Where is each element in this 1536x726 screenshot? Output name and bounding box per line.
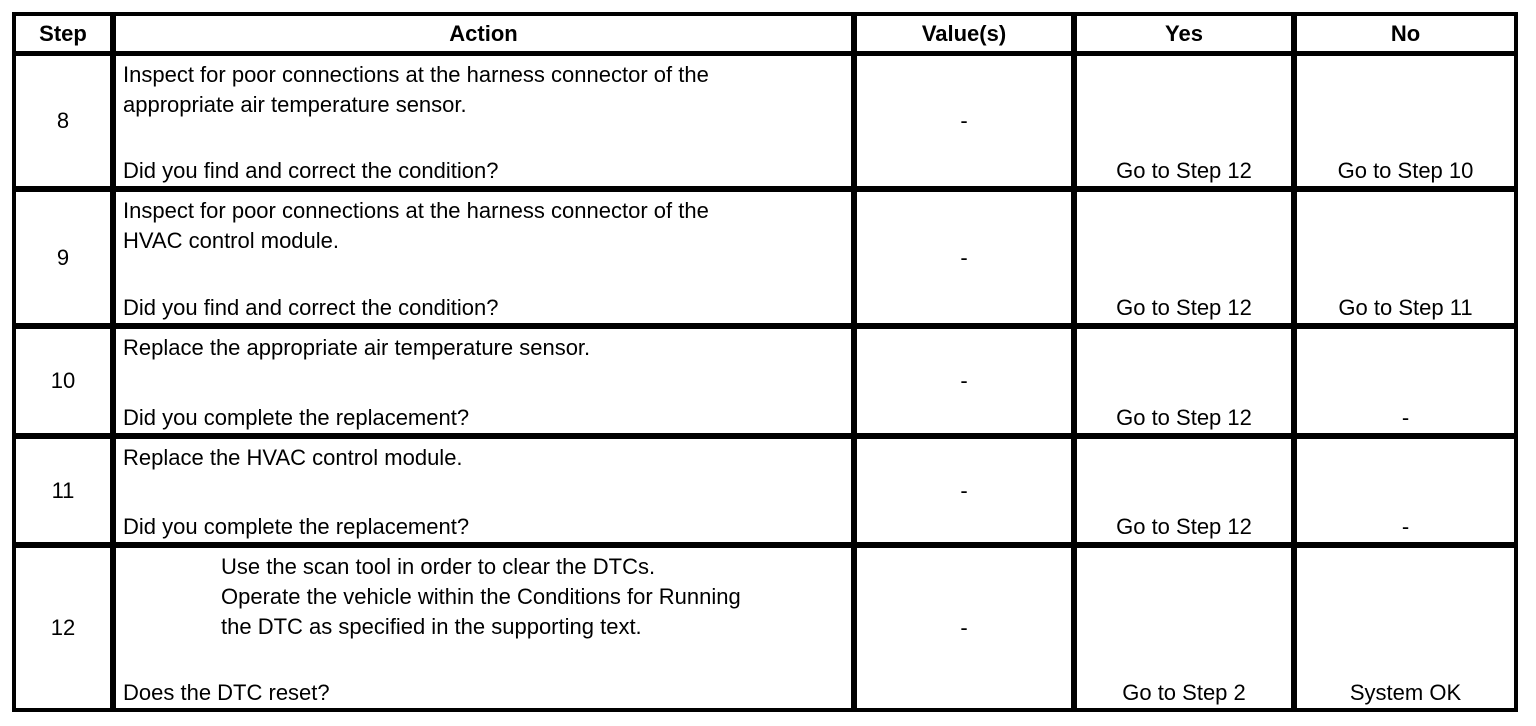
yes-cell [1077, 439, 1291, 542]
no-text: - [1401, 514, 1410, 539]
action-cell [116, 192, 851, 323]
step-number: 12 [16, 548, 110, 708]
no-cell [1297, 548, 1514, 708]
no-cell [1297, 439, 1514, 542]
action-line: HVAC control module. [123, 228, 340, 253]
step-number: 10 [16, 329, 110, 433]
action-cell [116, 329, 851, 433]
action-line: Use the scan tool in order to clear the DTCs. [221, 554, 656, 579]
yes-text: Go to Step 12 [1116, 514, 1252, 539]
value-cell: - [857, 56, 1071, 186]
yes-text: Go to Step 12 [1116, 295, 1252, 320]
step-number: 9 [16, 192, 110, 323]
no-cell [1297, 329, 1514, 433]
action-line: Replace the appropriate air temperature sensor. [123, 335, 591, 360]
yes-cell [1077, 192, 1291, 323]
action-line: appropriate air temperature sensor. [123, 92, 467, 117]
action-line: Replace the HVAC control module. [123, 445, 463, 470]
step-number: 8 [16, 56, 110, 186]
yes-cell [1077, 329, 1291, 433]
yes-text: Go to Step 12 [1116, 405, 1252, 430]
no-text: System OK [1349, 680, 1462, 705]
action-question: Did you complete the replacement? [123, 514, 470, 539]
action-cell [116, 56, 851, 186]
no-text: Go to Step 10 [1337, 158, 1474, 183]
value-cell: - [857, 192, 1071, 323]
yes-text: Go to Step 12 [1116, 158, 1252, 183]
header-action: Action [116, 16, 851, 51]
header-step: Step [16, 16, 110, 51]
action-question: Did you find and correct the condition? [123, 295, 499, 320]
no-text: Go to Step 11 [1338, 295, 1473, 320]
value-cell: - [857, 548, 1071, 708]
action-cell [116, 439, 851, 542]
yes-cell [1077, 548, 1291, 708]
action-line: Inspect for poor connections at the harness connector of the [123, 62, 709, 87]
no-cell [1297, 56, 1514, 186]
action-question: Does the DTC reset? [123, 680, 330, 705]
no-text: - [1401, 405, 1410, 430]
yes-cell [1077, 56, 1291, 186]
action-line: the DTC as specified in the supporting text. [221, 614, 642, 639]
action-question: Did you find and correct the condition? [123, 158, 499, 183]
header-no: No [1297, 16, 1514, 51]
value-cell: - [857, 439, 1071, 542]
action-line: Inspect for poor connections at the harness connector of the [123, 198, 709, 223]
diagnostic-table [12, 12, 1518, 712]
action-cell [116, 548, 851, 708]
yes-text: Go to Step 2 [1122, 680, 1246, 705]
no-cell [1297, 192, 1514, 323]
header-values: Value(s) [857, 16, 1071, 51]
step-number: 11 [16, 439, 110, 542]
action-question: Did you complete the replacement? [123, 405, 470, 430]
header-yes: Yes [1077, 16, 1291, 51]
value-cell: - [857, 329, 1071, 433]
action-line: Operate the vehicle within the Conditions for Running [221, 584, 741, 609]
